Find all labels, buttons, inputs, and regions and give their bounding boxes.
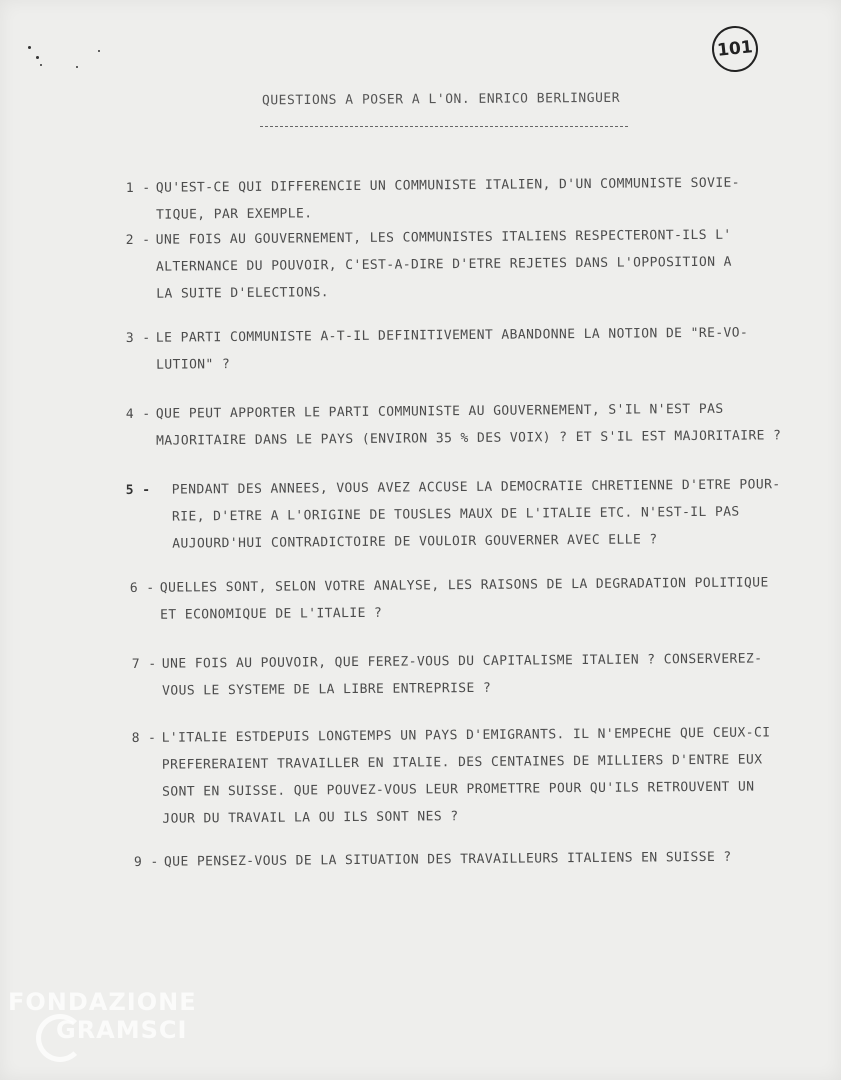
question-item <box>134 843 814 876</box>
question-item <box>126 471 807 558</box>
question-item <box>126 319 806 379</box>
logo-g-mark <box>36 1014 84 1062</box>
question-text: PENDANT DES ANNEES, VOUS AVEZ ACCUSE LA DEMOCRATIE CHRETIENNE D'ETRE POUR- RIE, D'ETRE A L'ORIGINE DE TOUSLES MAUX DE L'ITALIE ETC. N'EST-IL PAS AUJOURD'HUI CONTRADICTOIRE DE VOULOIR GOUVERNER AVEC ELLE ? <box>171 477 781 552</box>
question-text: QUELLES SONT, SELON VOTRE ANALYSE, LES RAISONS DE LA DEGRADATION POLITIQUE ET ECONOMIQUE DE L'ITALIE ? <box>159 575 769 623</box>
question-item <box>130 569 810 629</box>
question-number: 1 - <box>125 180 151 196</box>
question-text: LE PARTI COMMUNISTE A-T-IL DEFINITIVEMENT ABANDONNE LA NOTION DE "RE-VO- LUTION" ? <box>155 325 749 373</box>
question-number: 5 - <box>125 482 151 498</box>
question-number: 2 - <box>125 232 151 248</box>
question-item <box>126 221 807 308</box>
question-number: 6 - <box>129 580 155 596</box>
question-item <box>132 719 813 833</box>
question-text: UNE FOIS AU GOUVERNEMENT, LES COMMUNISTES ITALIENS RESPECTERONT-ILS L' ALTERNANCE DU POUVOIR, C'EST-A-DIRE D'ETRE REJETES DANS L'OPPOSITION A LA SUITE D'ELECTIONS. <box>155 227 732 302</box>
question-number: 9 - <box>133 854 159 870</box>
question-number: 3 - <box>125 330 151 346</box>
archive-logo-watermark <box>8 988 197 1044</box>
question-text: UNE FOIS AU POUVOIR, QUE FEREZ-VOUS DU CAPITALISME ITALIEN ? CONSERVEREZ- VOUS LE SYSTEME DE LA LIBRE ENTREPRISE ? <box>161 651 763 699</box>
question-number: 8 - <box>131 730 157 746</box>
question-text: QU'EST-CE QUI DIFFERENCIE UN COMMUNISTE ITALIEN, D'UN COMMUNISTE SOVIE- TIQUE, PAR EXEMPLE. <box>155 175 741 223</box>
question-text: QUE PENSEZ-VOUS DE LA SITUATION DES TRAVAILLEURS ITALIENS EN SUISSE ? <box>163 849 732 870</box>
question-number: 4 - <box>125 406 151 422</box>
question-text: QUE PEUT APPORTER LE PARTI COMMUNISTE AU GOUVERNEMENT, S'IL N'EST PAS MAJORITAIRE DANS LE PAYS (ENVIRON 35 % DES VOIX) ? ET S'IL EST MAJORITAIRE ? <box>155 401 782 449</box>
question-text: L'ITALIE ESTDEPUIS LONGTEMPS UN PAYS D'EMIGRANTS. IL N'EMPECHE QUE CEUX-CI PREFERERAIENT TRAVAILLER EN ITALIE. DES CENTAINES DE MILLIERS D'ENTRE EUX SONT EN SUISSE. QUE POUVEZ-VOUS LEUR PROMETTRE POUR QU'ILS RETROUVENT UN JOUR DU TRAVAIL LA OU ILS SONT NES ? <box>161 725 771 827</box>
question-number: 7 - <box>131 656 157 672</box>
question-item <box>126 395 806 455</box>
document-title: QUESTIONS A POSER A L'ON. ENRICO BERLINGUER <box>261 90 621 109</box>
handwritten-page-number: 101 <box>710 24 761 75</box>
question-item <box>126 169 806 229</box>
logo-line-2: GRAMSCI <box>56 1016 188 1044</box>
question-item <box>132 645 812 705</box>
logo-line-1: FONDAZIONE <box>8 988 197 1016</box>
